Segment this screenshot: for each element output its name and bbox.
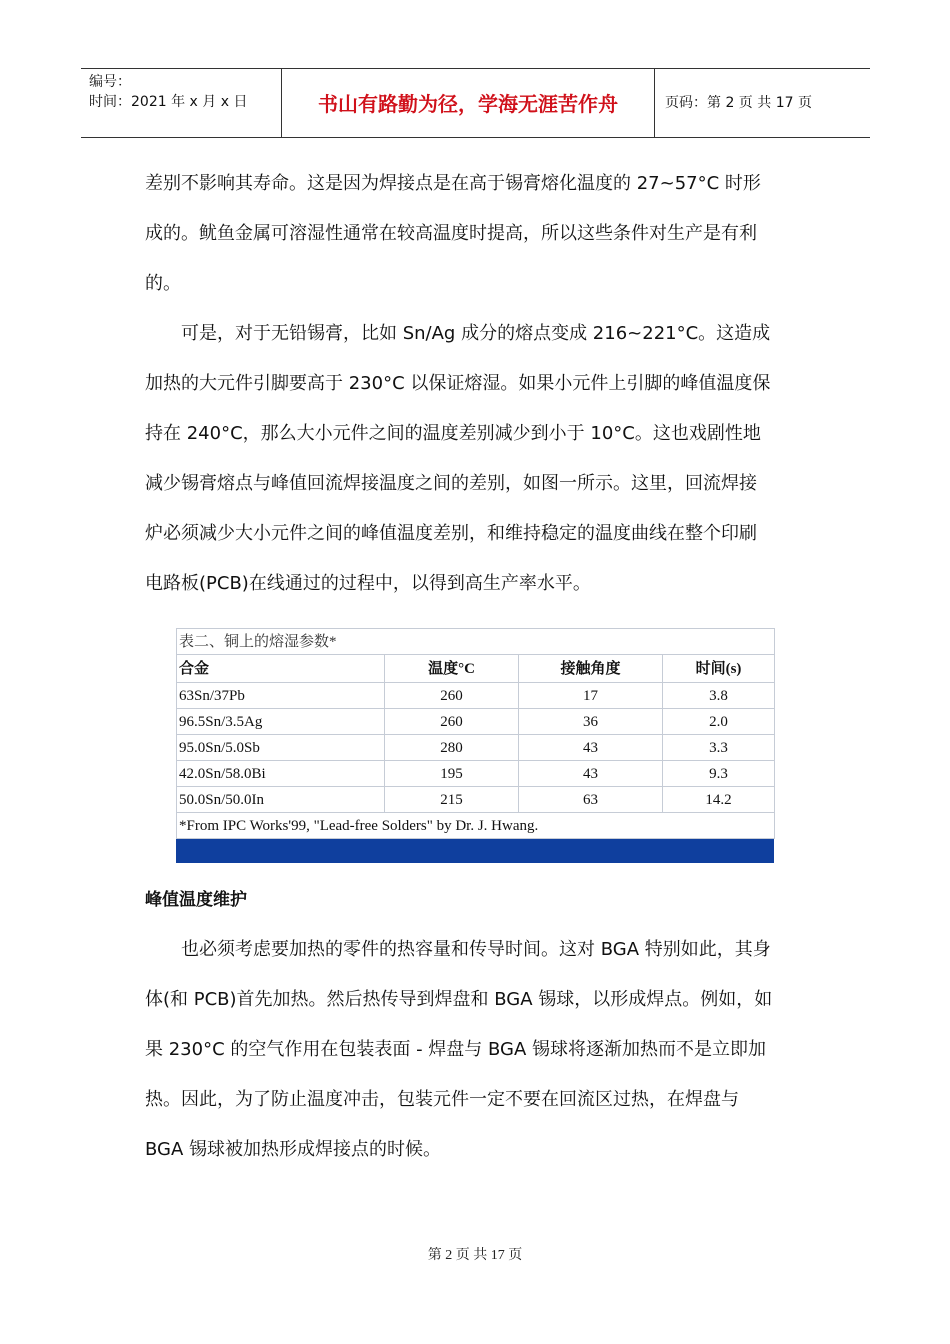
alloy-cell: 96.5Sn/3.5Ag bbox=[177, 709, 385, 735]
table-row bbox=[177, 683, 775, 709]
time-cell: 14.2 bbox=[663, 787, 775, 813]
contact-angle-cell: 43 bbox=[519, 761, 663, 787]
body-line-3: 的。 bbox=[145, 273, 181, 294]
column-header-alloy: 合金 bbox=[177, 655, 385, 683]
contact-angle-cell: 43 bbox=[519, 735, 663, 761]
time-cell: 3.3 bbox=[663, 735, 775, 761]
body-line-6: 持在 240°C，那么大小元件之间的温度差别减少到小于 10°C。这也戏剧性地 bbox=[145, 423, 761, 444]
temperature-cell: 260 bbox=[385, 683, 519, 709]
body-line-5: 加热的大元件引脚要高于 230°C 以保证熔湿。如果小元件上引脚的峰值温度保 bbox=[145, 373, 771, 394]
header-page-cell bbox=[655, 69, 870, 137]
time-cell: 3.8 bbox=[663, 683, 775, 709]
table-row bbox=[177, 761, 775, 787]
document-number-label: 编号： bbox=[89, 74, 131, 90]
alloy-cell: 63Sn/37Pb bbox=[177, 683, 385, 709]
column-header-contact-angle: 接触角度 bbox=[519, 655, 663, 683]
table-bottom-bar bbox=[176, 839, 774, 863]
page-header bbox=[81, 68, 870, 138]
page-footer: 第 2 页 共 17 页 bbox=[427, 1248, 523, 1263]
temperature-cell: 195 bbox=[385, 761, 519, 787]
header-motto: 书山有路勤为径，学海无涯苦作舟 bbox=[318, 92, 618, 116]
header-page-info: 页码：第 2 页 共 17 页 bbox=[665, 95, 812, 111]
alloy-cell: 42.0Sn/58.0Bi bbox=[177, 761, 385, 787]
temperature-cell: 280 bbox=[385, 735, 519, 761]
table-row bbox=[177, 709, 775, 735]
body-line-11: 体(和 PCB)首先加热。然后热传导到焊盘和 BGA 锡球，以形成焊点。例如，如 bbox=[145, 989, 773, 1010]
body-line-12: 果 230°C 的空气作用在包装表面 - 焊盘与 BGA 锡球将逐渐加热而不是立即加 bbox=[145, 1039, 767, 1060]
contact-angle-cell: 17 bbox=[519, 683, 663, 709]
table-row bbox=[177, 735, 775, 761]
body-line-8: 炉必须减少大小元件之间的峰值温度差别，和维持稳定的温度曲线在整个印刷 bbox=[145, 523, 757, 544]
header-meta-cell bbox=[81, 69, 282, 137]
table-row bbox=[177, 787, 775, 813]
body-line-14: BGA 锡球被加热形成焊接点的时候。 bbox=[145, 1139, 442, 1160]
alloy-cell: 95.0Sn/5.0Sb bbox=[177, 735, 385, 761]
table-footnote: *From IPC Works'99, "Lead-free Solders" by Dr. J. Hwang. bbox=[177, 813, 775, 839]
body-line-7: 减少锡膏熔点与峰值回流焊接温度之间的差别，如图一所示。这里，回流焊接 bbox=[145, 473, 757, 494]
document-date: 时间：2021 年 x 月 x 日 bbox=[89, 94, 248, 110]
temperature-cell: 215 bbox=[385, 787, 519, 813]
header-motto-cell bbox=[282, 69, 655, 137]
table-header-row bbox=[177, 655, 775, 683]
body-line-4: 可是，对于无铅锡膏，比如 Sn/Ag 成分的熔点变成 216~221°C。这造成 bbox=[181, 323, 771, 344]
table-caption: 表二、铜上的熔湿参数* bbox=[177, 629, 775, 655]
contact-angle-cell: 36 bbox=[519, 709, 663, 735]
time-cell: 9.3 bbox=[663, 761, 775, 787]
body-line-9: 电路板(PCB)在线通过的过程中，以得到高生产率水平。 bbox=[145, 573, 591, 594]
section-heading: 峰值温度维护 bbox=[145, 890, 247, 910]
body-line-10: 也必须考虑要加热的零件的热容量和传导时间。这对 BGA 特别如此，其身 bbox=[181, 939, 771, 960]
column-header-time: 时间(s) bbox=[663, 655, 775, 683]
body-line-13: 热。因此，为了防止温度冲击，包装元件一定不要在回流区过热，在焊盘与 bbox=[145, 1089, 739, 1110]
time-cell: 2.0 bbox=[663, 709, 775, 735]
temperature-cell: 260 bbox=[385, 709, 519, 735]
contact-angle-cell: 63 bbox=[519, 787, 663, 813]
body-line-2: 成的。鱿鱼金属可溶湿性通常在较高温度时提高，所以这些条件对生产是有利 bbox=[145, 223, 757, 244]
wetting-parameters-table bbox=[176, 628, 774, 852]
body-line-1: 差别不影响其寿命。这是因为焊接点是在高于锡膏熔化温度的 27~57°C 时形 bbox=[145, 173, 761, 194]
alloy-cell: 50.0Sn/50.0In bbox=[177, 787, 385, 813]
column-header-temperature: 温度°C bbox=[385, 655, 519, 683]
